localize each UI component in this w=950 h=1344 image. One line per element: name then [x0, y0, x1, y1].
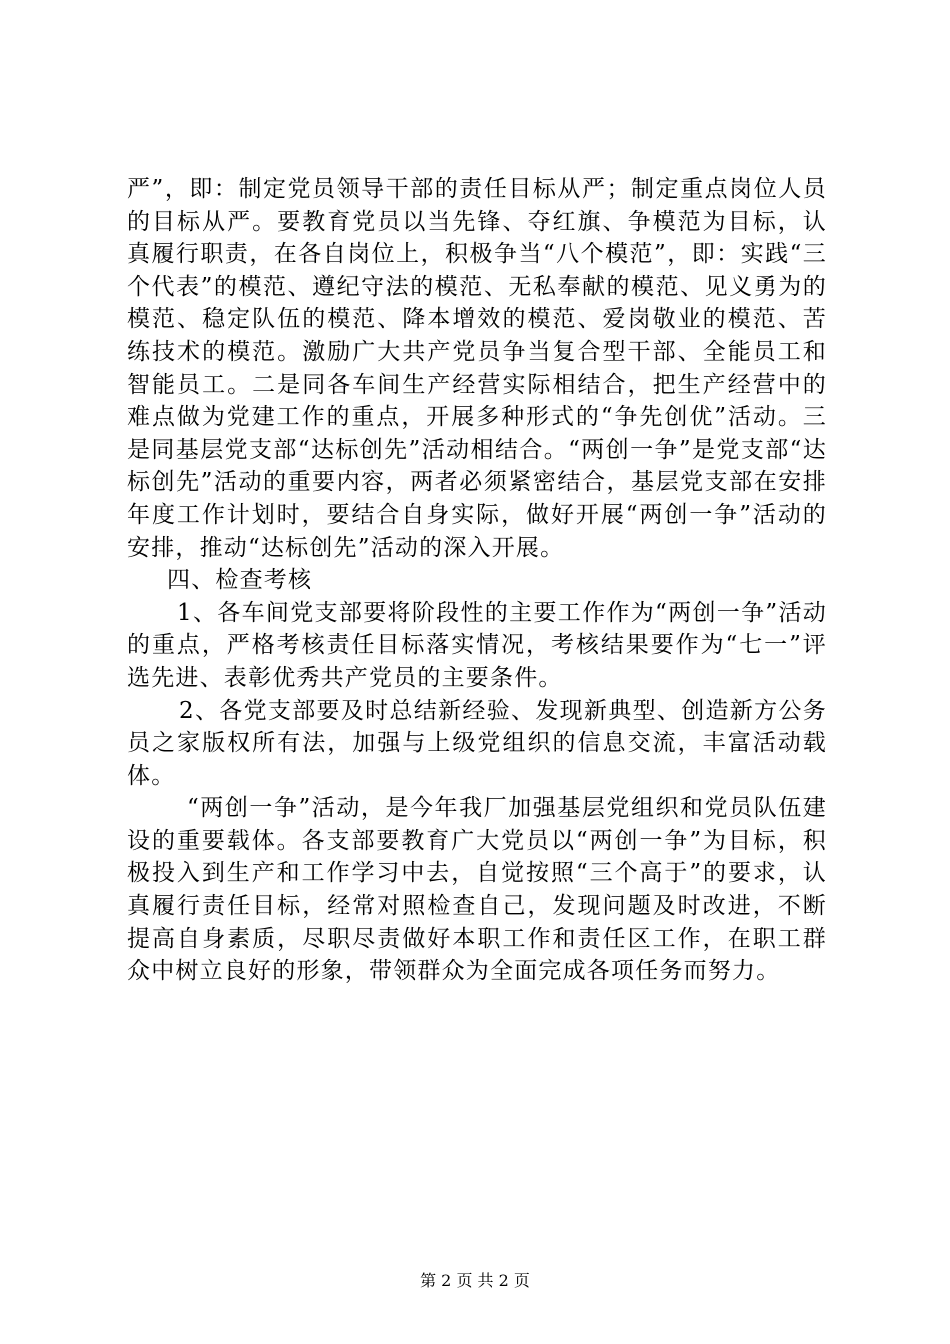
paragraph-item-1: 1、各车间党支部要将阶段性的主要工作作为“两创一争”活动的重点，严格考核责任目标落实情况，考核结果要作为“七一”评选先进、表彰优秀共产党员的主要条件。: [127, 599, 827, 691]
document-body: [127, 173, 827, 988]
section-heading-inspection: 四、检查考核: [167, 567, 313, 594]
paragraph-conclusion: “两创一争”活动，是今年我厂加强基层党组织和党员队伍建设的重要载体。各支部要教育广大党员以“两创一争”为目标，积极投入到生产和工作学习中去，自觉按照“三个高于”的要求，认真履行责任目标，经常对照检查自己，发现问题及时改进，不断提高自身素质，尽职尽责做好本职工作和责任区工作，在职工群众中树立良好的形象，带领群众为全面完成各项任务而努力。: [127, 795, 827, 985]
paragraph-continuation: 严”，即：制定党员领导干部的责任目标从严；制定重点岗位人员的目标从严。要教育党员以当先锋、夺红旗、争模范为目标，认真履行职责，在各自岗位上，积极争当“八个模范”，即：实践“三个代表”的模范、遵纪守法的模范、无私奉献的模范、见义勇为的模范、稳定队伍的模范、降本增效的模范、爱岗敬业的模范、苦练技术的模范。激励广大共产党员争当复合型干部、全能员工和智能员工。二是同各车间生产经营实际相结合，把生产经营中的难点做为党建工作的重点，开展多种形式的“争先创优”活动。三是同基层党支部“达标创先”活动相结合。“两创一争”是党支部“达标创先”活动的重要内容，两者必须紧密结合，基层党支部在安排年度工作计划时，要结合自身实际，做好开展“两创一争”活动的安排，推动“达标创先”活动的深入开展。: [127, 176, 827, 561]
page-number-footer: 第 2 页 共 2 页: [420, 1271, 530, 1290]
paragraph-item-2: 2、各党支部要及时总结新经验、发现新典型、创造新方公务员之家版权所有法，加强与上级党组织的信息交流，丰富活动载体。: [127, 697, 827, 789]
